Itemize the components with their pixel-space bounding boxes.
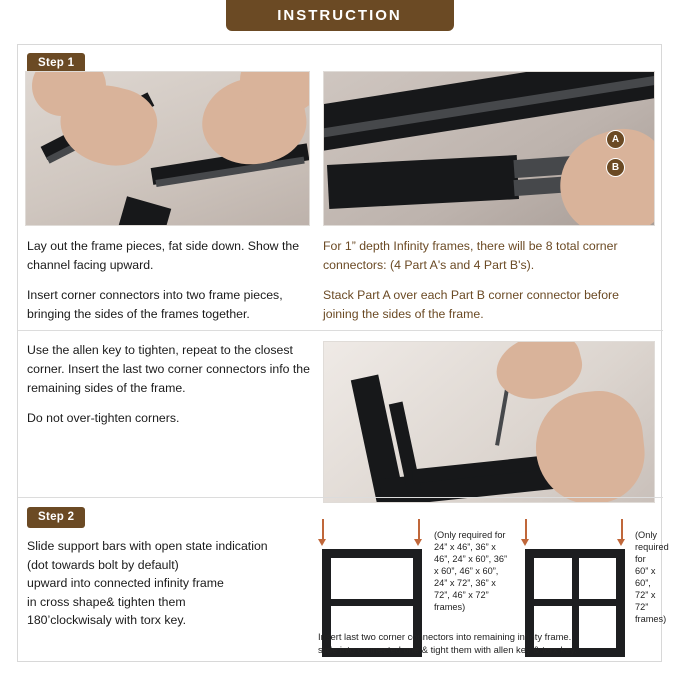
arrow-stem-left [322,519,324,541]
instruction-frame [17,44,669,662]
arrow-down-left [318,539,326,546]
step1-warning-text: Do not over-tighten corners. [27,411,180,425]
arrow-stem-right [525,519,527,541]
arrow-stem-left-2 [418,519,420,541]
step1-left-text [27,237,315,324]
step-1-tag: Step 1 [27,53,85,74]
step1-lower-text-1: Use the allen key to tighten, repeat to the closest corner. Insert the last two corner connectors info the remaining sides of the frame. [27,343,310,395]
support-bar-horizontal [331,599,413,606]
step2-bottom-note [318,631,648,656]
photo-frame-pieces [25,71,310,226]
step1-right-text [323,237,653,324]
frame-top-bar [525,549,625,558]
photo-tightening-corner [323,341,655,503]
forearm-left [32,71,106,116]
step2-text-line-1: Slide support bars with open state indication [27,539,268,553]
callout-a: A [606,130,625,149]
step1-left-text-1: Lay out the frame pieces, fat side down. Show the channel facing upward. [27,239,300,272]
step2-text-line-2: (dot towards bolt by default) [27,557,179,572]
step1-lower-text [27,341,317,428]
step-2-tag: Step 2 [27,507,85,528]
divider-1 [18,330,663,331]
arrow-down-left-2 [414,539,422,546]
step1-right-text-1: For 1” depth Infinity frames, there will be 8 total corner connectors: (4 Part A's and 4 Part B's). [323,239,618,272]
step2-text-line-5: 180’clockwisaly with torx key. [27,613,187,627]
callout-b: B [606,158,625,177]
bottom-note-line-2: slide into connected one & tight them with allen key & torx key. [318,643,577,655]
step2-text [27,537,319,630]
step1-right-text-2: Stack Part A over each Part B corner connector before joining the sides of the frame. [323,288,619,321]
step2-text-line-3: upward into connected infinity frame [27,576,224,590]
diagram-right-note: (Only required for 60” x 60”, 72” x 72” frames) [635,530,669,624]
frame-top-bar [322,549,422,558]
arrow-down-right [521,539,529,546]
diagram-left-note: (Only required for 24” x 46”, 36” x 46”, 24” x 60”, 36” x 60”, 46” x 60”, 24” x 72”, 36” x 72”, 46” x 72” frames) [434,530,508,612]
photo-corner-connectors [323,71,655,226]
bottom-note-line-1: Insert last two corner connectors into remaining infinty frame. [318,631,572,642]
header-banner-wrap [0,0,679,32]
instruction-banner: INSTRUCTION [226,0,454,31]
step2-text-line-4: in cross shape& tighten them [27,594,186,609]
step1-left-text-2: Insert corner connectors into two frame pieces, bringing the sides of the frames together. [27,288,283,321]
divider-2 [18,497,663,498]
arrow-stem-right-2 [621,519,623,541]
arrow-down-right-2 [617,539,625,546]
